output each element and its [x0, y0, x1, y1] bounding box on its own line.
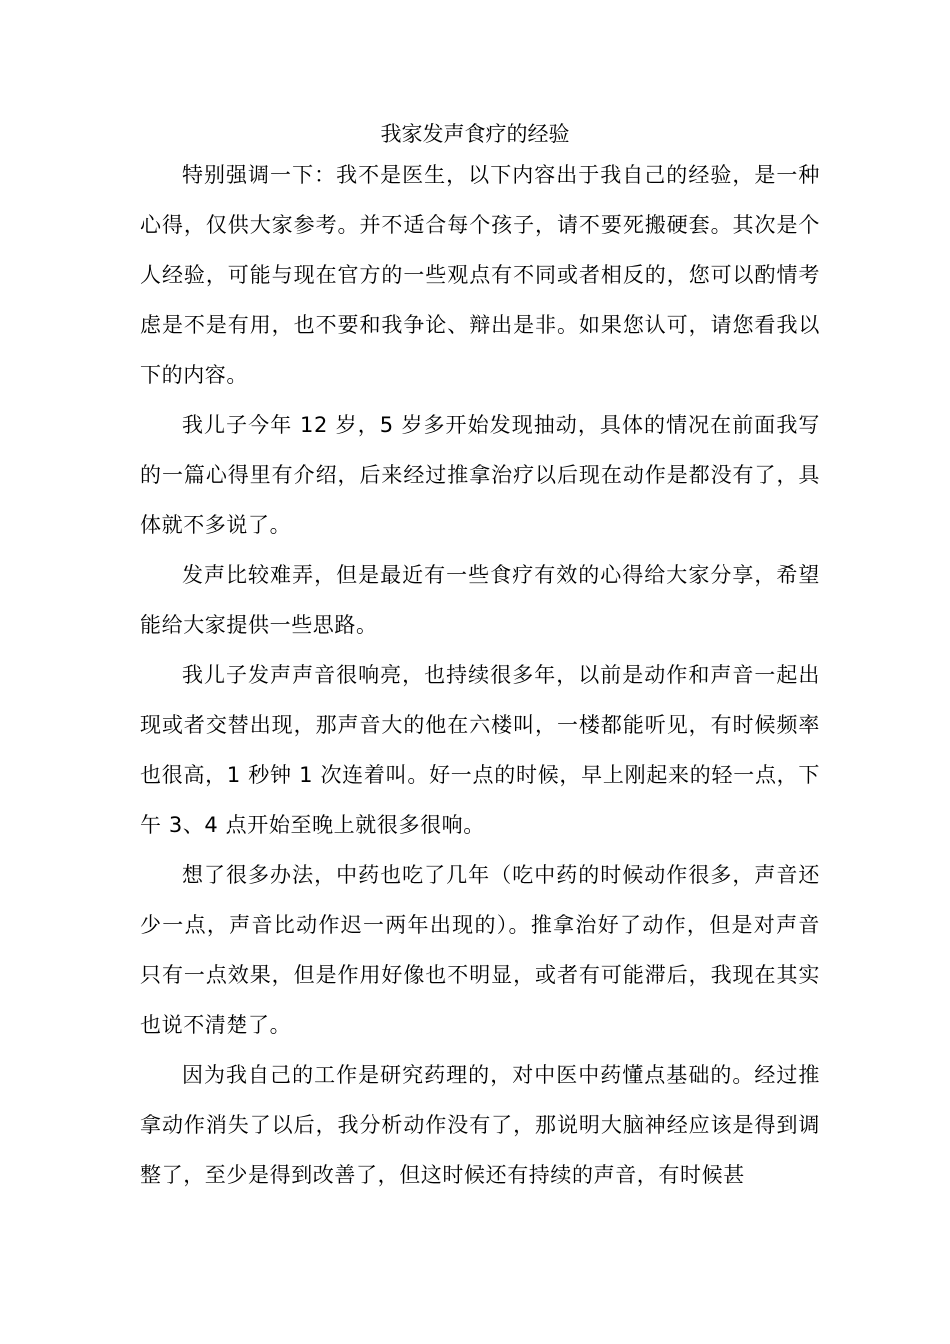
document-body: [140, 150, 820, 1200]
paragraph-symptoms: 我儿子发声声音很响亮，也持续很多年，以前是动作和声音一起出现或者交替出现，那声音大的他在六楼叫，一楼都能听见，有时候频率也很高，1 秒钟 1 次连着叫。好一点的时候，早上刚起来的轻一点，下午 3、4 点开始至晚上就很多很响。: [140, 663, 820, 837]
paragraph-analysis: 因为我自己的工作是研究药理的，对中医中药懂点基础的。经过推拿动作消失了以后，我分析动作没有了，那说明大脑神经应该是得到调整了，至少是得到改善了，但这时候还有持续的声音，有时候甚: [140, 1063, 820, 1187]
paragraph-background: 我儿子今年 12 岁，5 岁多开始发现抽动，具体的情况在前面我写的一篇心得里有介绍，后来经过推拿治疗以后现在动作是都没有了，具体就不多说了。: [140, 413, 820, 537]
paragraph-intro-sharing: 发声比较难弄，但是最近有一些食疗有效的心得给大家分享，希望能给大家提供一些思路。: [140, 563, 820, 637]
paragraph-disclaimer: 特别强调一下：我不是医生，以下内容出于我自己的经验，是一种心得，仅供大家参考。并不适合每个孩子，请不要死搬硬套。其次是个人经验，可能与现在官方的一些观点有不同或者相反的，您可以酌情考虑是不是有用，也不要和我争论、辩出是非。如果您认可，请您看我以下的内容。: [140, 163, 820, 387]
paragraph-treatments: 想了很多办法，中药也吃了几年（吃中药的时候动作很多，声音还少一点，声音比动作迟一两年出现的）。推拿治好了动作，但是对声音只有一点效果，但是作用好像也不明显，或者有可能滞后，我现在其实也说不清楚了。: [140, 863, 820, 1037]
document-title: 我家发声食疗的经验: [380, 122, 570, 146]
